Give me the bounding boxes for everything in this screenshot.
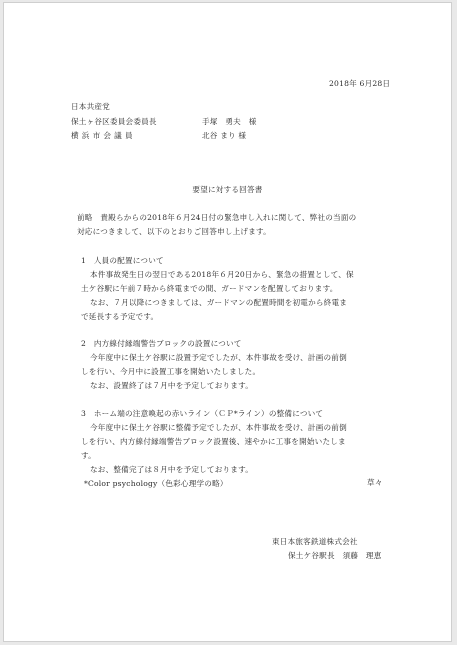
section-line: なお、整備完了は８月中を予定しております。	[90, 465, 254, 474]
recipient-2-affiliation: 横浜市会議員	[71, 131, 136, 140]
section-line: なお、設置終了は７月中を予定しております。	[90, 381, 254, 390]
section-heading: 2 内方線付縁端警告ブロックの設置について	[81, 339, 242, 348]
section-line: 本件事故発生日の翌日である2018年６月20日から、緊急の措置として、保	[90, 270, 354, 279]
recipient-organization: 日本共産党	[71, 102, 110, 111]
section-line: で延長する予定です。	[81, 312, 159, 321]
recipient-1-name: 手塚 勇夫 様	[202, 117, 257, 126]
letter-page	[4, 3, 451, 641]
letter-title: 要望に対する回答書	[192, 185, 263, 194]
sender-company: 東日本旅客鉄道株式会社	[272, 537, 358, 546]
closing-remark: 草々	[367, 478, 383, 487]
section-line: す。	[81, 451, 96, 460]
recipient-1-affiliation: 保土ヶ谷区委員会委員長	[71, 117, 157, 126]
section-line: 今年度中に保土ケ谷駅に設置予定でしたが、本件事故を受け、計画の前倒	[90, 353, 347, 362]
section-line: しを行い、今月中に設置工事を開始いたしました。	[81, 367, 261, 376]
sender-station-master: 保土ケ谷駅長 須藤 理恵	[288, 551, 382, 560]
intro-line: 前略 貴殿らからの2018年６月24日付の緊急申し入れに関して、弊社の当面の	[77, 213, 357, 222]
section-heading: 1 人員の配置について	[81, 256, 164, 265]
section-line: しを行い、内方線付縁端警告ブロック設置後、速やかに工事を開始いたしま	[81, 437, 346, 446]
footnote: *Color psychology（色彩心理学の略）	[84, 479, 228, 488]
letter-date: 2018年 6月28日	[329, 79, 391, 88]
section-line: 今年度中に保土ケ谷駅に整備予定でしたが、本件事故を受け、計画の前倒	[90, 423, 347, 432]
intro-line: 対応につきまして、以下のとおりご回答申し上げます。	[77, 227, 271, 236]
section-line: 土ケ谷駅に午前７時から終電までの間、ガードマンを配置しております。	[81, 284, 338, 293]
recipient-2-name: 北谷 まり 様	[202, 131, 247, 140]
section-line: なお、７月以降につきましては、ガードマンの配置時間を初電から終電ま	[90, 298, 348, 307]
section-heading: 3 ホーム端の注意喚起の赤いライン（ＣＰ*ライン）の整備について	[81, 409, 324, 418]
